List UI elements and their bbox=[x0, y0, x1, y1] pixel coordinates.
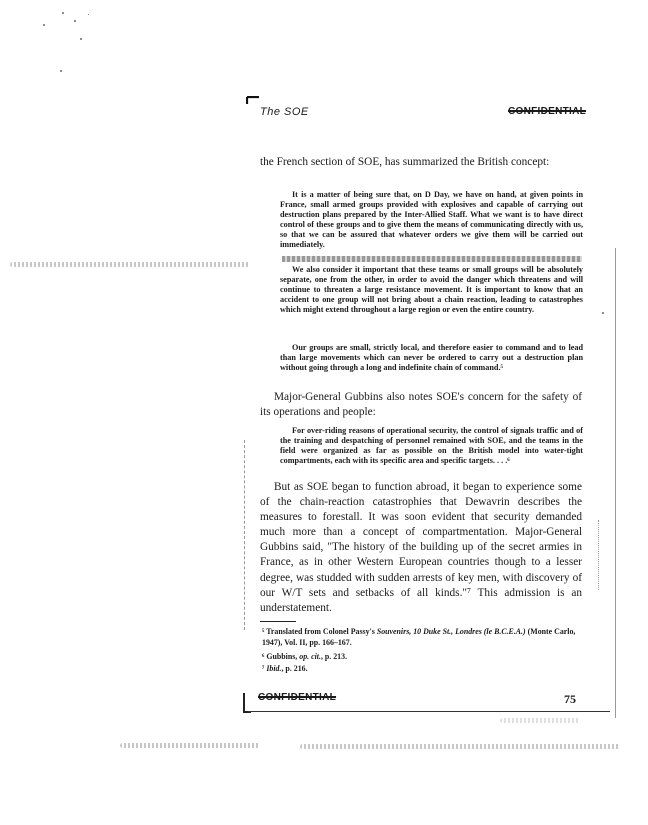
footnote-text: ⁵ Translated from Colonel Passy's bbox=[262, 627, 377, 636]
scan-speck bbox=[88, 14, 89, 15]
crop-mark-icon bbox=[246, 96, 260, 105]
footnote-text: (Monte Carlo, 1947), Vol. II, pp. 166–167. bbox=[262, 627, 576, 648]
footnote-text: , p. 216. bbox=[281, 664, 308, 673]
scan-speck bbox=[62, 12, 64, 14]
crop-bracket bbox=[243, 693, 251, 713]
scan-speck bbox=[60, 70, 62, 72]
intro-paragraph: the French section of SOE, has summarized the British concept: bbox=[260, 156, 550, 168]
body-text: Major-General Gubbins also notes SOE's concern for the safety of its operations and people: bbox=[260, 391, 582, 419]
quote-text: We also consider it important that these teams or small groups will be absolutely separate, one from the other, in order to avoid the danger which threatens and will continue to threaten a large resistance movement. It is important to know that an accident to one group will not bring about a chain reaction, leading to catastrophes which might extend throughout a large region or even the entire country. bbox=[280, 265, 583, 315]
scan-speck bbox=[43, 24, 45, 26]
footnote-rule bbox=[260, 621, 296, 622]
scan-edge-line bbox=[244, 440, 245, 630]
body-paragraph bbox=[260, 480, 582, 616]
footnote-text: , p. 213. bbox=[320, 652, 348, 661]
scan-smudge bbox=[282, 256, 582, 262]
scan-edge-line bbox=[598, 520, 599, 590]
classification-header: CONFIDENTIAL bbox=[508, 106, 587, 117]
scan-edge-line bbox=[615, 248, 616, 718]
quote-paragraph bbox=[280, 190, 583, 251]
footnote-italic: Ibid. bbox=[266, 664, 282, 673]
classification-footer: CONFIDENTIAL bbox=[258, 692, 337, 703]
quote-text: Our groups are small, strictly local, and therefore easier to command and to lead than large movements which can never be ordered to carry out a destruction plan without going through a long and indefinite chain of command.⁵ bbox=[280, 343, 583, 373]
running-title: The SOE bbox=[260, 106, 309, 118]
quote-text: For over-riding reasons of operational security, the control of signals traffic and of the training and despatching of personnel remained with SOE, and the teams in the field were organized as far as possible on the British model into water-tight compartments, each with its specific area and specific targets. . . .⁶ bbox=[280, 426, 583, 466]
scan-speck bbox=[602, 312, 604, 314]
scan-smudge bbox=[10, 262, 250, 267]
footnote-source-title: Souvenirs, 10 Duke St., Londres (le B.C.E.A.) bbox=[376, 627, 526, 636]
scan-speck bbox=[74, 20, 76, 22]
footnote-italic: op. cit. bbox=[299, 652, 321, 661]
quote-paragraph bbox=[280, 265, 583, 315]
scan-smudge bbox=[500, 718, 580, 723]
footnote-5 bbox=[262, 626, 580, 649]
page-bottom-rule bbox=[248, 711, 610, 712]
page-number: 75 bbox=[564, 692, 576, 706]
quote-paragraph bbox=[280, 343, 583, 373]
quote-paragraph bbox=[280, 426, 583, 466]
quote-text: It is a matter of being sure that, on D Day, we have on hand, at given points in France, small armed groups provided with explosives and capable of carrying out destruction plans prepared by the Inter-Allied Staff. What we want is to have direct control of these groups and to give them the means of communicating directly with us, so that we can be assured that whatever orders we give them will be carried out immediately. bbox=[280, 190, 583, 250]
footnote-text: ⁶ Gubbins, bbox=[262, 652, 300, 661]
footnote-7 bbox=[262, 663, 580, 674]
scan-speck bbox=[80, 38, 82, 40]
scan-smudge bbox=[300, 744, 620, 749]
footnote-6 bbox=[262, 651, 580, 662]
body-paragraph bbox=[260, 390, 582, 420]
body-text: But as SOE began to function abroad, it began to experience some of the chain-reaction catastrophies that Dewavrin describes the measures to forestall. It was soon evident that security demanded much more than a concept of compartmentation. Major-General Gubbins said, "The history of the building up of the secret armies in France, as in other Western European countries though to a lesser degree, was studded with sudden arrests of key men, with discovery of our W/T sets and setbacks of all kinds."⁷ This admission is an understatement. bbox=[260, 481, 582, 614]
scan-smudge bbox=[120, 743, 260, 748]
footnote-text: ⁷ bbox=[262, 664, 267, 673]
